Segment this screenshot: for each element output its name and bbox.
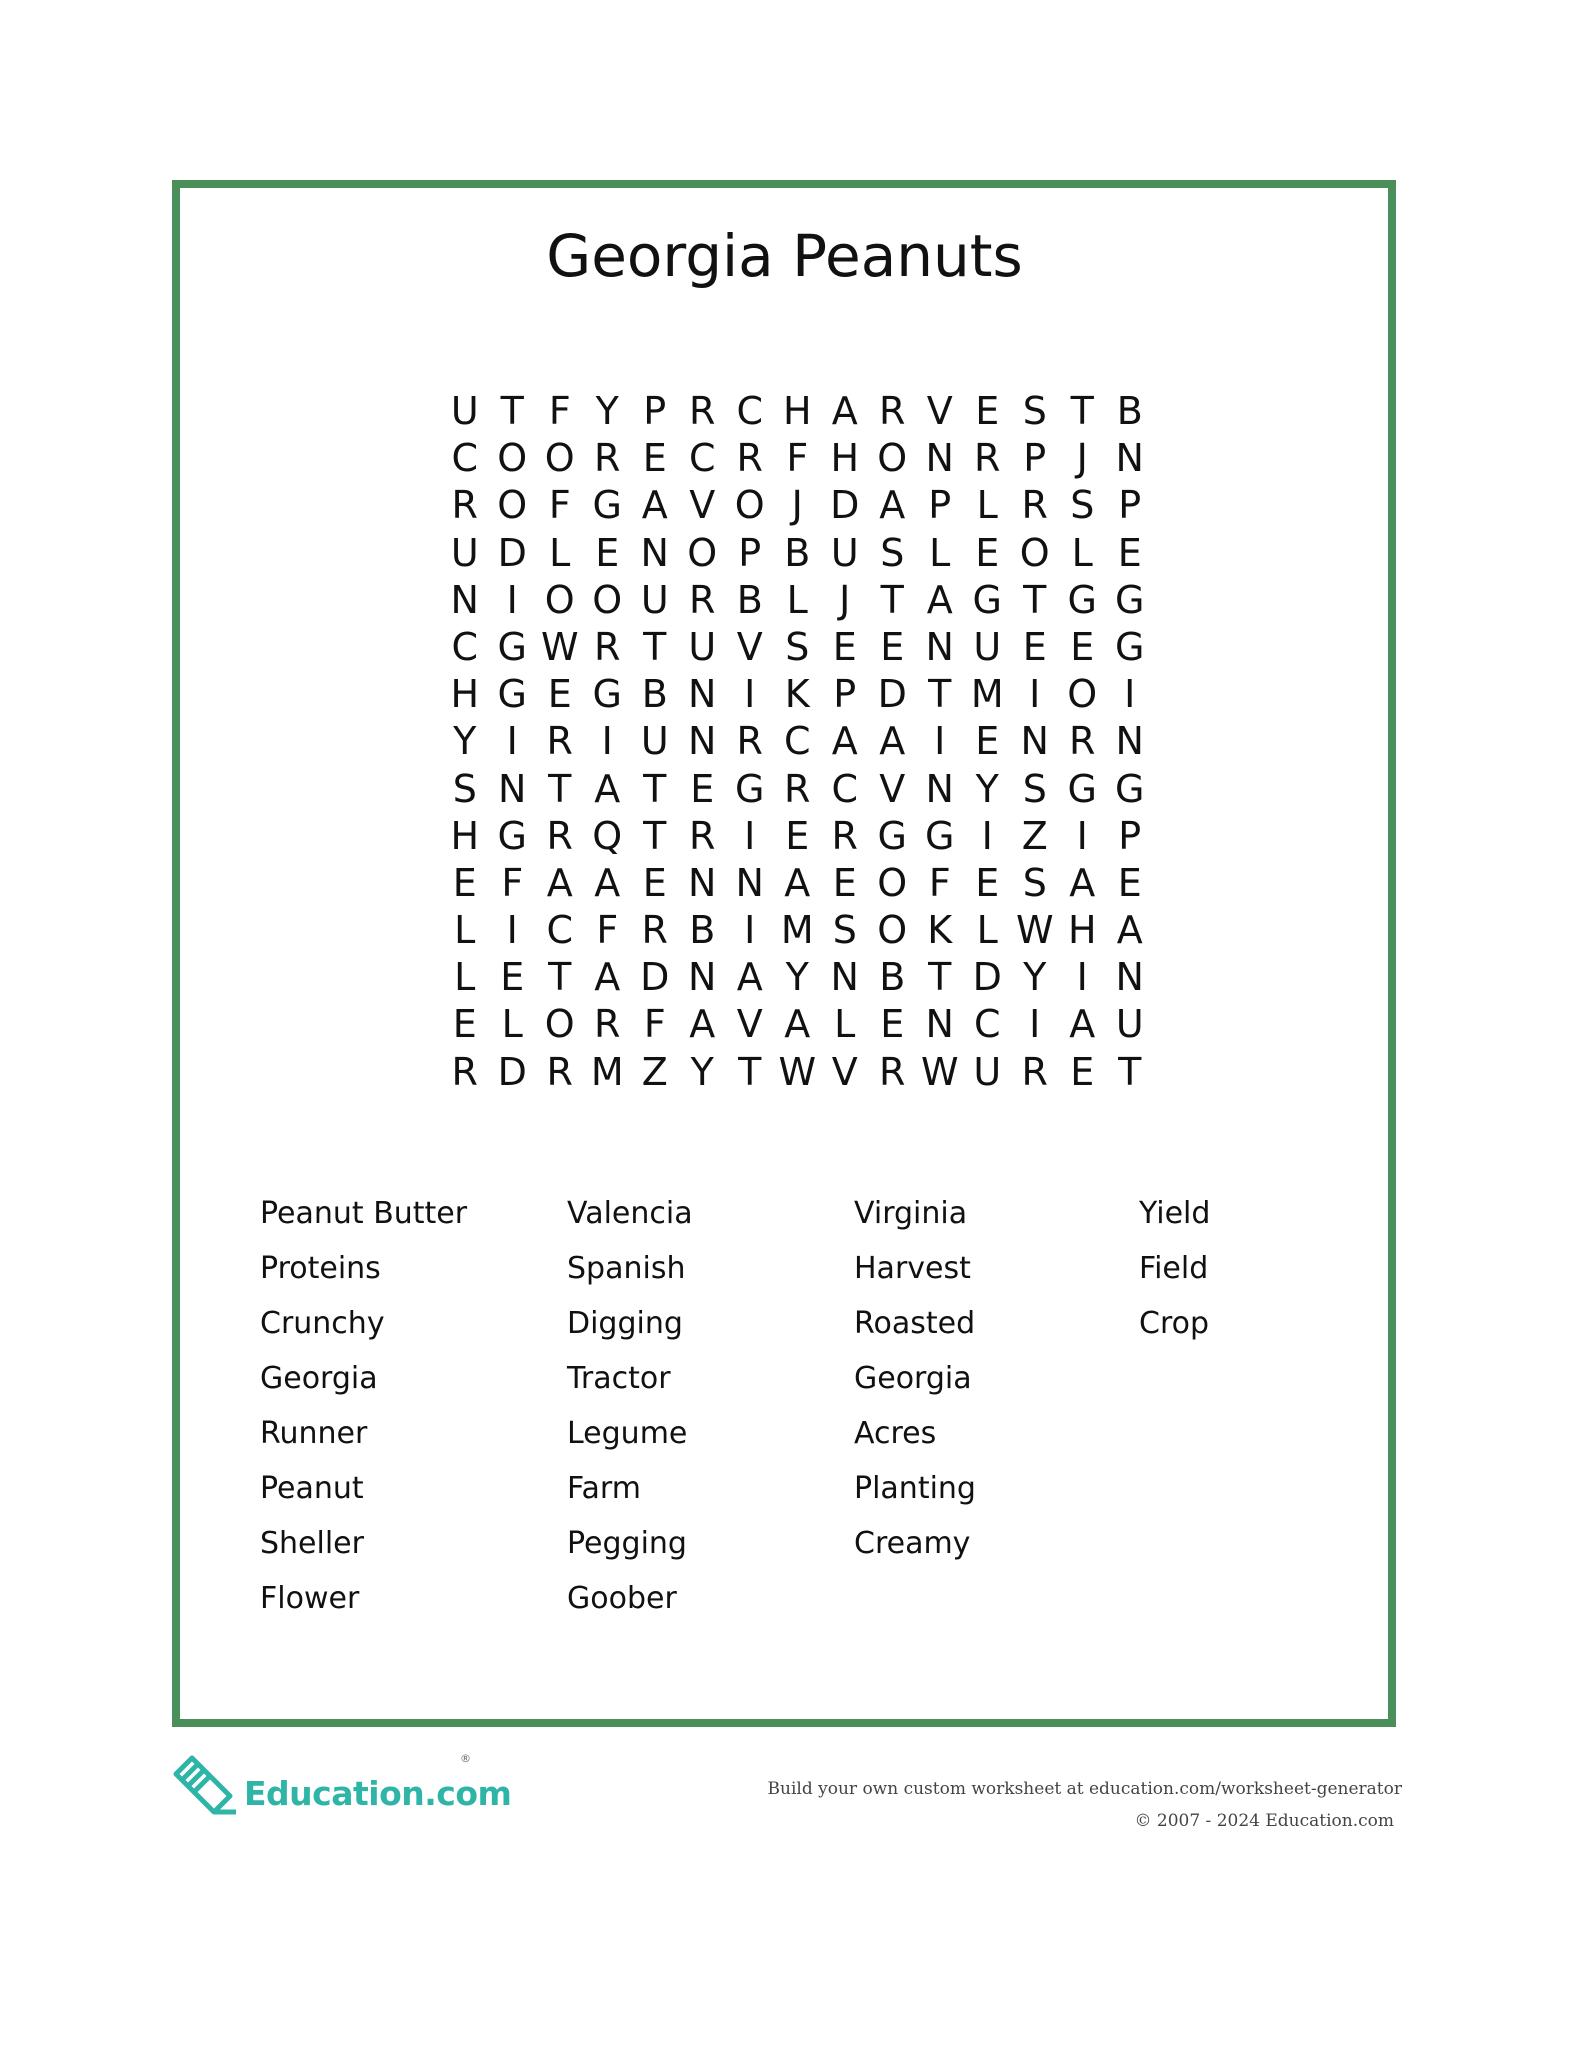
grid-letter: T [548, 766, 572, 811]
grid-letter: I [1124, 672, 1136, 717]
pencil-book-icon [168, 1752, 238, 1822]
grid-letter: O [544, 577, 575, 622]
grid-letter: A [689, 1002, 716, 1047]
grid-letter: C [546, 908, 574, 953]
grid-letter: U [973, 624, 1002, 669]
grid-letter: C [688, 436, 716, 481]
grid-letter: R [736, 436, 763, 481]
grid-letter: T [643, 624, 667, 669]
grid-letter: T [880, 577, 904, 622]
grid-letter: G [1115, 766, 1145, 811]
grid-letter: B [879, 955, 906, 1000]
grid-letter: A [594, 766, 621, 811]
grid-letter: D [497, 1049, 527, 1094]
grid-letter: O [1019, 530, 1050, 575]
grid-letter: T [1023, 577, 1047, 622]
grid-letter: G [592, 672, 622, 717]
grid-letter: O [1067, 672, 1098, 717]
grid-letter: R [1021, 1049, 1048, 1094]
grid-letter: G [1115, 624, 1145, 669]
word-item: Goober [567, 1581, 677, 1616]
grid-letter: E [595, 530, 620, 575]
grid-letter: U [450, 530, 479, 575]
grid-letter: N [688, 955, 717, 1000]
grid-letter: A [784, 860, 811, 905]
grid-letter: P [833, 672, 857, 717]
grid-letter: B [736, 577, 763, 622]
grid-letter: R [594, 624, 621, 669]
grid-letter: R [1021, 483, 1048, 528]
grid-letter: R [689, 389, 716, 433]
grid-letter: N [450, 577, 479, 622]
word-item: Peanut [260, 1471, 364, 1506]
grid-letter: D [497, 530, 527, 575]
grid-letter: T [500, 389, 524, 433]
grid-letter: N [688, 860, 717, 905]
word-item: Roasted [854, 1306, 976, 1341]
word-item: Harvest [854, 1251, 971, 1286]
word-item: Planting [854, 1471, 976, 1506]
grid-letter: A [1069, 860, 1096, 905]
grid-letter: W [540, 624, 579, 669]
grid-letter: I [1076, 955, 1088, 1000]
grid-letter: I [1076, 813, 1088, 858]
grid-letter: G [497, 813, 527, 858]
registered-mark: ® [460, 1752, 471, 1765]
grid-letter: L [834, 1002, 856, 1047]
word-item: Crop [1139, 1306, 1210, 1341]
grid-letter: B [641, 672, 668, 717]
grid-letter: T [738, 1049, 762, 1094]
grid-letter: C [783, 719, 811, 764]
grid-letter: I [934, 719, 946, 764]
grid-letter: Y [690, 1049, 714, 1094]
grid-letter: U [973, 1049, 1002, 1094]
grid-letter: H [782, 389, 812, 433]
grid-letter: E [880, 1002, 905, 1047]
grid-letter: S [1022, 766, 1047, 811]
grid-letter: A [831, 719, 858, 764]
grid-letter: E [880, 624, 905, 669]
grid-letter: A [641, 483, 668, 528]
word-item: Legume [567, 1416, 688, 1451]
grid-letter: T [928, 672, 952, 717]
grid-letter: S [1022, 860, 1047, 905]
grid-letter: R [546, 1049, 573, 1094]
grid-letter: I [744, 813, 756, 858]
grid-letter: Y [785, 955, 809, 1000]
grid-letter: E [642, 860, 667, 905]
grid-letter: W [920, 1049, 959, 1094]
word-column [567, 1186, 854, 1626]
grid-letter: L [454, 908, 476, 953]
grid-letter: R [451, 1049, 478, 1094]
word-item: Crunchy [260, 1306, 385, 1341]
grid-letter: U [640, 577, 669, 622]
grid-letter: N [735, 860, 764, 905]
grid-letter: H [1067, 908, 1097, 953]
grid-letter: C [973, 1002, 1001, 1047]
grid-letter: O [544, 1002, 575, 1047]
grid-letter: G [1115, 577, 1145, 622]
grid-letter: P [1118, 483, 1142, 528]
grid-letter: U [688, 624, 717, 669]
grid-letter: V [926, 389, 953, 433]
grid-letter: A [736, 955, 763, 1000]
grid-letter: L [1071, 530, 1093, 575]
grid-letter: F [548, 483, 571, 528]
grid-letter: A [784, 1002, 811, 1047]
grid-letter: R [594, 436, 621, 481]
grid-letter: E [832, 860, 857, 905]
grid-letter: N [1115, 436, 1144, 481]
copyright-text: © 2007 - 2024 Education.com [1134, 1811, 1394, 1831]
grid-letter: A [1116, 908, 1143, 953]
build-worksheet-link[interactable]: Build your own custom worksheet at education.com/worksheet-generator [767, 1779, 1402, 1799]
grid-letter: D [972, 955, 1002, 1000]
word-list [260, 1186, 1339, 1626]
grid-letter: A [546, 860, 573, 905]
grid-letter: Y [1023, 955, 1047, 1000]
letter-grid [441, 388, 1154, 1096]
grid-letter: V [879, 766, 906, 811]
grid-letter: A [831, 389, 858, 433]
grid-letter: F [928, 860, 951, 905]
grid-letter: U [1115, 1002, 1144, 1047]
grid-letter: Y [595, 389, 619, 433]
grid-letter: V [689, 483, 716, 528]
grid-letter: R [689, 577, 716, 622]
grid-letter: Y [975, 766, 999, 811]
grid-letter: M [970, 672, 1004, 717]
grid-letter: O [497, 436, 528, 481]
grid-letter: G [497, 672, 527, 717]
grid-letter: W [1015, 908, 1054, 953]
grid-letter: E [1070, 624, 1095, 669]
grid-letter: S [832, 908, 857, 953]
word-item: Acres [854, 1416, 937, 1451]
grid-letter: E [452, 860, 477, 905]
grid-letter: E [832, 624, 857, 669]
grid-letter: B [689, 908, 716, 953]
grid-letter: O [687, 530, 718, 575]
grid-letter: N [1115, 955, 1144, 1000]
grid-letter: O [734, 483, 765, 528]
grid-letter: T [928, 955, 952, 1000]
grid-letter: J [839, 577, 851, 622]
grid-letter: N [925, 624, 954, 669]
grid-letter: A [879, 483, 906, 528]
grid-letter: T [1070, 389, 1094, 433]
grid-letter: E [975, 530, 1000, 575]
grid-letter: R [451, 483, 478, 528]
grid-letter: A [594, 860, 621, 905]
grid-letter: R [594, 1002, 621, 1047]
grid-letter: L [501, 1002, 523, 1047]
word-item: Field [1139, 1251, 1209, 1286]
logo-text: Education.com [244, 1774, 512, 1813]
grid-letter: F [501, 860, 524, 905]
grid-letter: R [736, 719, 763, 764]
grid-letter: C [451, 624, 479, 669]
grid-letter: I [744, 908, 756, 953]
word-item: Farm [567, 1471, 641, 1506]
grid-letter: C [451, 436, 479, 481]
grid-letter: P [738, 530, 762, 575]
grid-letter: I [506, 719, 518, 764]
word-item: Pegging [567, 1526, 687, 1561]
grid-letter: I [506, 577, 518, 622]
grid-letter: F [596, 908, 619, 953]
grid-letter: S [452, 766, 477, 811]
grid-letter: N [688, 719, 717, 764]
grid-letter: G [1067, 766, 1097, 811]
grid-letter: H [450, 672, 480, 717]
word-item: Digging [567, 1306, 683, 1341]
worksheet-title: Georgia Peanuts [546, 222, 1023, 290]
grid-letter: R [1069, 719, 1096, 764]
grid-letter: E [642, 436, 667, 481]
grid-letter: E [1070, 1049, 1095, 1094]
grid-letter: O [592, 577, 623, 622]
word-item: Tractor [567, 1361, 671, 1396]
grid-letter: W [778, 1049, 817, 1094]
grid-letter: G [735, 766, 765, 811]
grid-letter: Y [453, 719, 477, 764]
grid-letter: L [976, 483, 998, 528]
grid-letter: N [925, 1002, 954, 1047]
grid-letter: D [877, 672, 907, 717]
grid-letter: S [1070, 483, 1095, 528]
grid-letter: H [450, 813, 480, 858]
education-com-logo[interactable] [168, 1752, 512, 1822]
word-item: Peanut Butter [260, 1196, 468, 1231]
grid-letter: B [1116, 389, 1143, 433]
word-item: Valencia [567, 1196, 693, 1231]
grid-letter: D [640, 955, 670, 1000]
word-item: Runner [260, 1416, 368, 1451]
grid-letter: N [640, 530, 669, 575]
grid-letter: L [929, 530, 951, 575]
grid-letter: T [643, 766, 667, 811]
grid-letter: L [454, 955, 476, 1000]
grid-letter: S [880, 530, 905, 575]
grid-letter: A [926, 577, 953, 622]
grid-letter: I [1029, 1002, 1041, 1047]
grid-letter: U [830, 530, 859, 575]
grid-letter: T [643, 813, 667, 858]
grid-letter: E [1117, 530, 1142, 575]
grid-letter: T [548, 955, 572, 1000]
word-item: Proteins [260, 1251, 381, 1286]
grid-letter: R [879, 389, 906, 433]
grid-letter: F [786, 436, 809, 481]
grid-letter: E [452, 1002, 477, 1047]
grid-letter: E [975, 860, 1000, 905]
grid-letter: O [877, 436, 908, 481]
grid-letter: K [784, 672, 810, 717]
grid-letter: G [592, 483, 622, 528]
grid-letter: G [877, 813, 907, 858]
grid-letter: S [785, 624, 810, 669]
grid-letter: G [925, 813, 955, 858]
grid-letter: P [1023, 436, 1047, 481]
grid-letter: Z [641, 1049, 668, 1094]
grid-letter: D [830, 483, 860, 528]
grid-letter: V [831, 1049, 858, 1094]
grid-letter: I [1029, 672, 1041, 717]
word-item: Sheller [260, 1526, 364, 1561]
grid-letter: O [877, 860, 908, 905]
grid-letter: N [925, 436, 954, 481]
grid-letter: Z [1021, 813, 1048, 858]
grid-letter: N [688, 672, 717, 717]
grid-letter: M [590, 1049, 624, 1094]
grid-letter: F [548, 389, 571, 433]
word-column [1139, 1186, 1339, 1626]
grid-letter: T [1118, 1049, 1142, 1094]
grid-letter: N [1115, 719, 1144, 764]
grid-letter: E [975, 389, 1000, 433]
grid-letter: R [641, 908, 668, 953]
grid-letter: O [544, 436, 575, 481]
grid-letter: G [972, 577, 1002, 622]
grid-letter: E [690, 766, 715, 811]
grid-letter: L [786, 577, 808, 622]
grid-letter: V [736, 624, 763, 669]
grid-letter: J [791, 483, 803, 528]
grid-letter: A [1069, 1002, 1096, 1047]
grid-letter: N [830, 955, 859, 1000]
grid-letter: L [976, 908, 998, 953]
grid-letter: H [830, 436, 860, 481]
grid-letter: A [879, 719, 906, 764]
grid-letter: R [546, 813, 573, 858]
word-item: Creamy [854, 1526, 971, 1561]
grid-letter: I [601, 719, 613, 764]
grid-letter: R [831, 813, 858, 858]
word-item: Georgia [260, 1361, 378, 1396]
word-item: Yield [1139, 1196, 1211, 1231]
grid-letter: R [879, 1049, 906, 1094]
grid-letter: I [744, 672, 756, 717]
grid-letter: U [640, 719, 669, 764]
grid-letter: R [974, 436, 1001, 481]
grid-letter: E [547, 672, 572, 717]
grid-letter: N [925, 766, 954, 811]
grid-letter: F [643, 1002, 666, 1047]
grid-letter: E [785, 813, 810, 858]
word-column [854, 1186, 1139, 1626]
grid-letter: E [1022, 624, 1047, 669]
grid-letter: C [736, 389, 764, 433]
grid-letter: N [498, 766, 527, 811]
grid-letter: L [549, 530, 571, 575]
grid-letter: G [1067, 577, 1097, 622]
word-item: Flower [260, 1581, 360, 1616]
grid-letter: B [784, 530, 811, 575]
word-column [260, 1186, 567, 1626]
grid-letter: O [877, 908, 908, 953]
grid-letter: E [500, 955, 525, 1000]
grid-letter: R [546, 719, 573, 764]
grid-letter: U [450, 389, 479, 433]
word-item: Spanish [567, 1251, 686, 1286]
grid-letter: I [506, 908, 518, 953]
grid-letter: R [784, 766, 811, 811]
grid-letter: M [780, 908, 814, 953]
grid-letter: J [1076, 436, 1088, 481]
grid-letter: V [736, 1002, 763, 1047]
word-item: Virginia [854, 1196, 968, 1231]
grid-letter: E [1117, 860, 1142, 905]
grid-letter: N [1020, 719, 1049, 764]
grid-letter: K [927, 908, 953, 953]
grid-letter: P [928, 483, 952, 528]
grid-letter: R [689, 813, 716, 858]
grid-letter: I [981, 813, 993, 858]
grid-letter: A [594, 955, 621, 1000]
grid-letter: O [497, 483, 528, 528]
grid-letter: P [1118, 813, 1142, 858]
grid-letter: Q [592, 813, 623, 858]
grid-letter: P [643, 389, 667, 433]
grid-letter: G [497, 624, 527, 669]
word-item: Georgia [854, 1361, 972, 1396]
grid-letter: S [1022, 389, 1047, 433]
grid-letter: C [831, 766, 859, 811]
grid-letter: E [975, 719, 1000, 764]
